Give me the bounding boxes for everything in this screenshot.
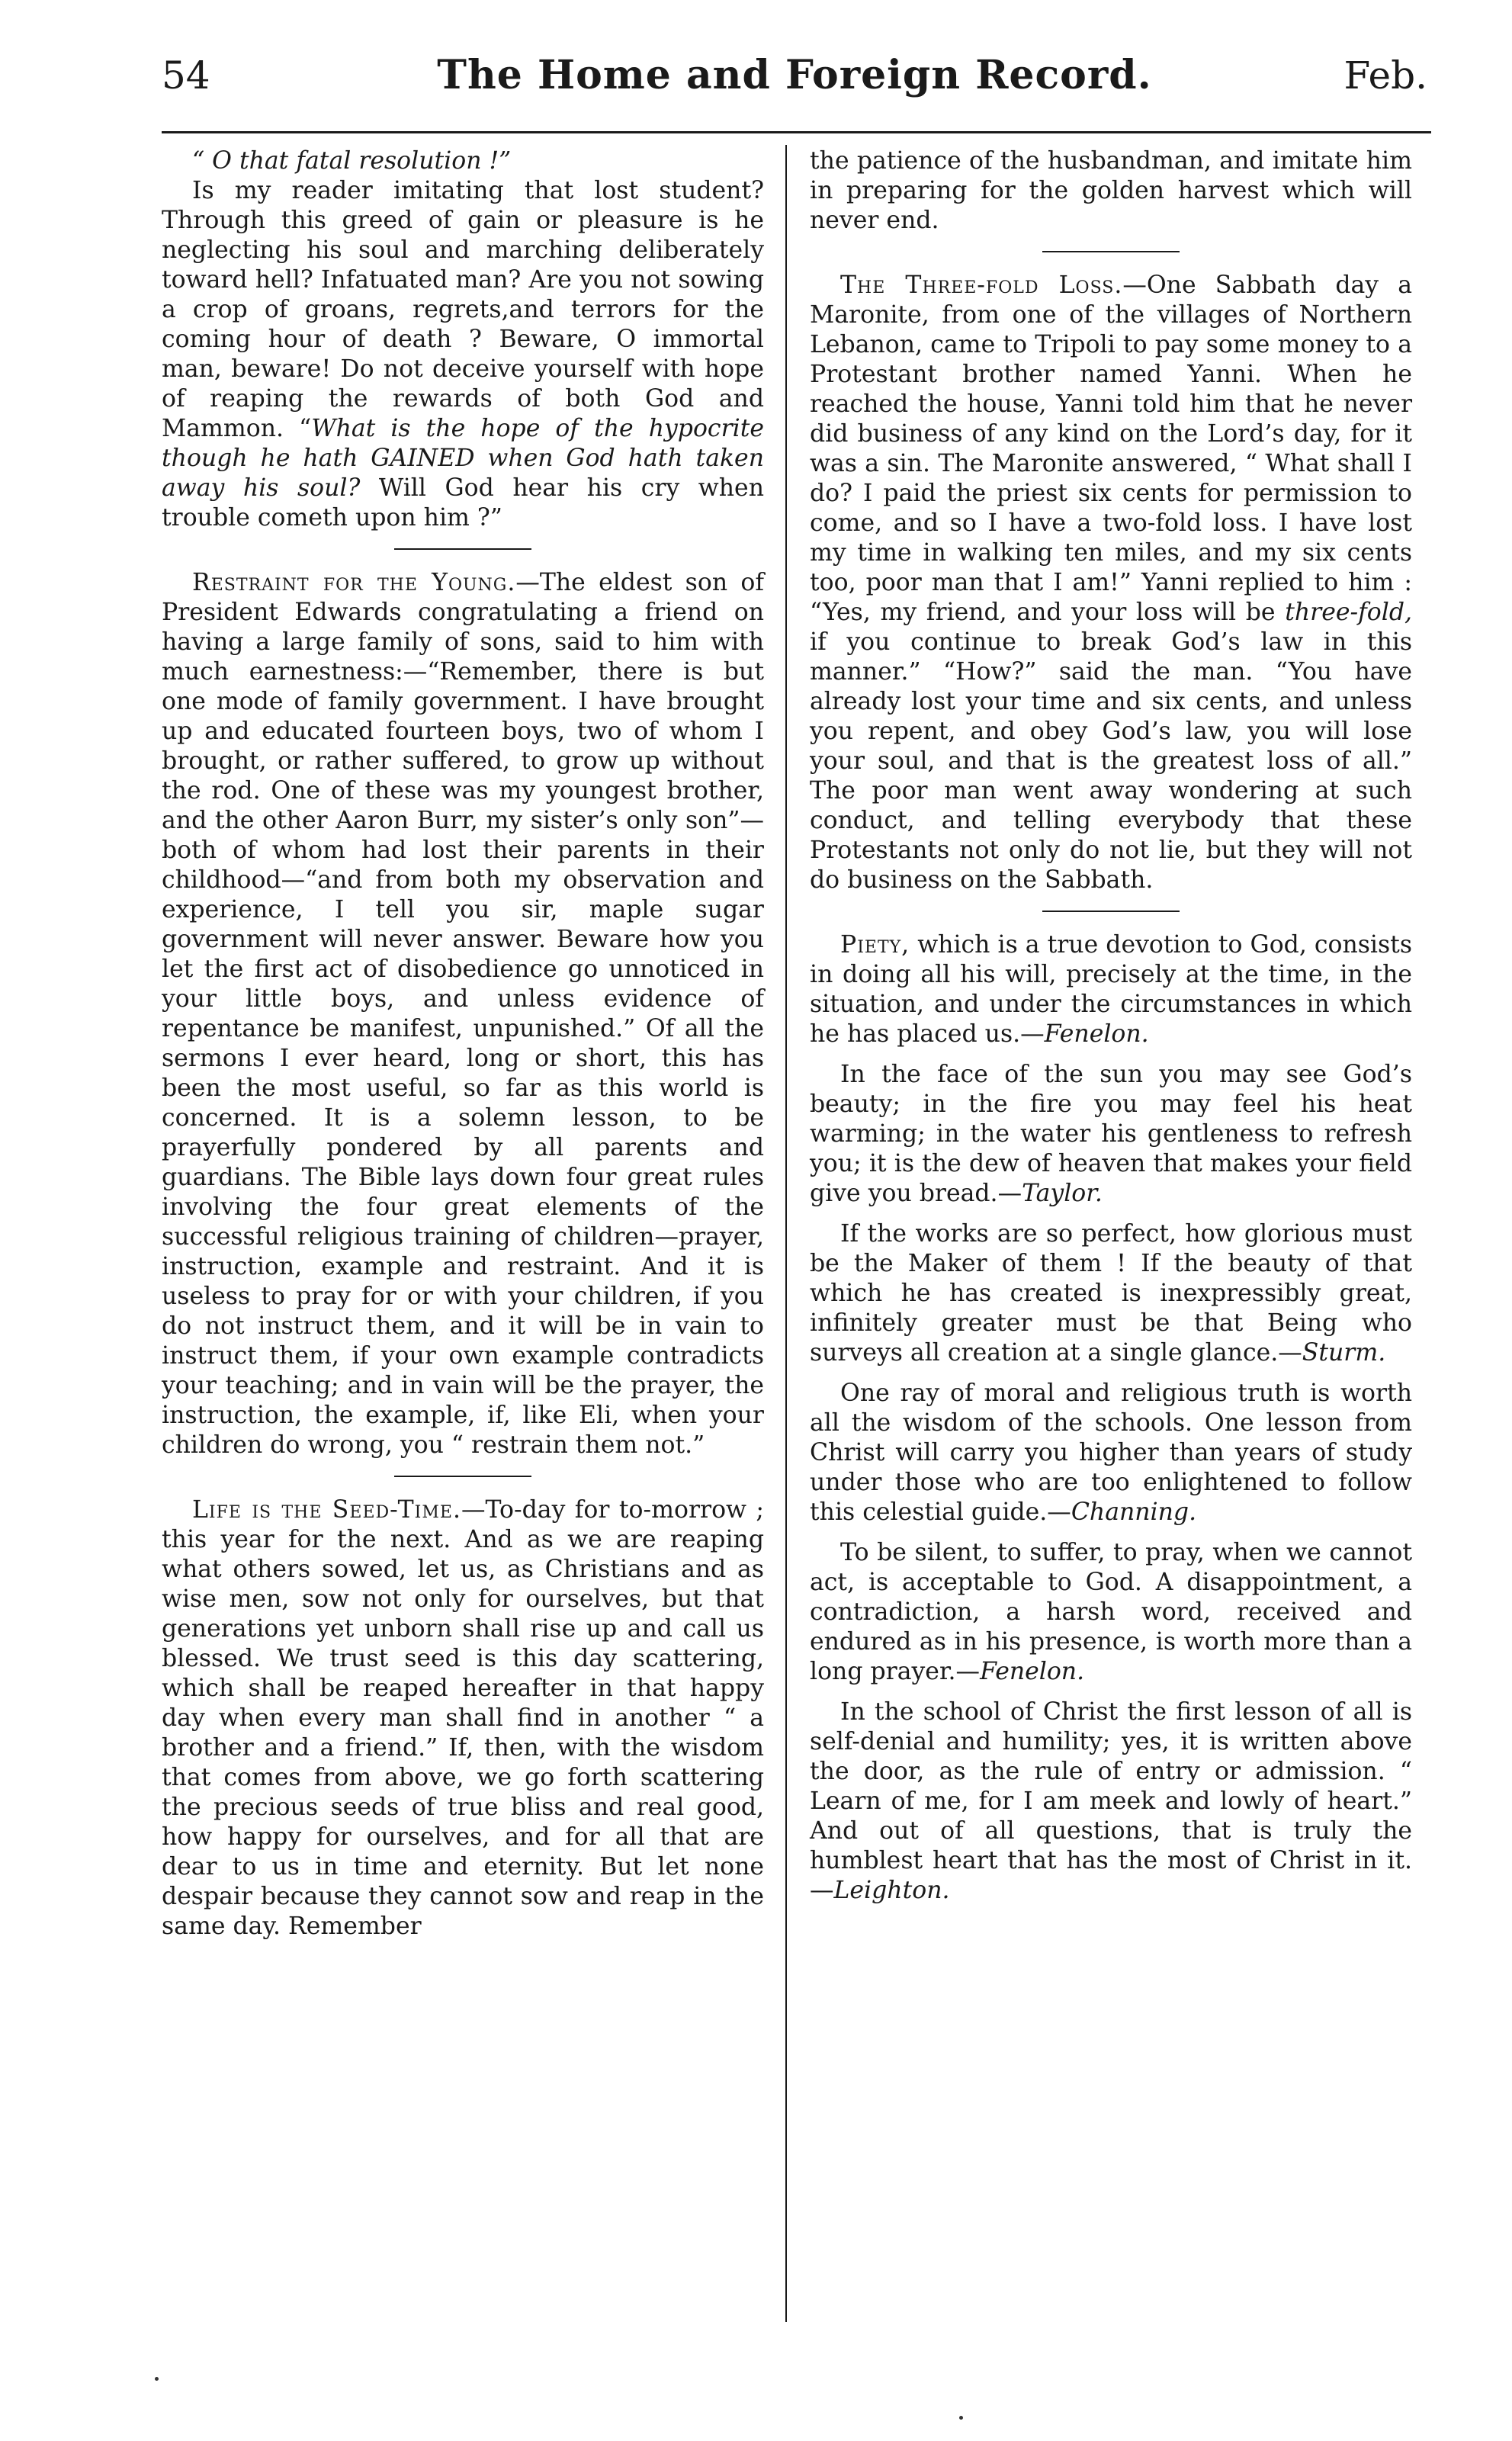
section-separator xyxy=(1042,251,1180,252)
header-rule xyxy=(162,131,1431,133)
article-heading: The Three-fold Loss. xyxy=(840,271,1123,299)
article-heading: Restraint for the Young. xyxy=(192,569,516,596)
quote-sturm: If the works are so perfect, how glorious must be the Maker of them ! If the beauty of that which he has created is inexpressibly great, infinitely greater must be that Being who surveys all creation at a single glance.—Sturm. xyxy=(810,1220,1412,1367)
page-number: 54 xyxy=(162,53,210,98)
article-seed-time: Life is the Seed-Time.—To-day for to-morrow ; this year for the next. And as we are reaping what others sowed, let us, as Christians and as wise men, sow not only for ourselves, but that generations yet unborn shall rise up and call us blessed. We trust seed is this day scattering, which shall be reaped hereafter in that happy day when every man shall find in another “ a brother and a friend.” If, then, with the wisdom that comes from above, we go forth scattering the precious seeds of true bliss and real good, how happy for ourselves, and for all that are dear to us in time and eternity. But let none despair because they cannot sow and reap in the same day. Remember xyxy=(162,1496,765,1940)
quote-line: “ O that fatal resolution !” xyxy=(192,147,512,175)
print-speck xyxy=(959,2416,963,2420)
section-separator xyxy=(394,548,531,550)
issue-month: Feb. xyxy=(1343,53,1427,98)
continued-paragraph: the patience of the husbandman, and imitate him in preparing for the golden harvest which will never end. xyxy=(810,147,1412,234)
quote-author: Sturm. xyxy=(1302,1339,1386,1367)
print-speck xyxy=(155,2377,159,2381)
quote-author: Channing. xyxy=(1071,1498,1197,1526)
quote-fenelon: To be silent, to suffer, to pray, when we cannot act, is acceptable to God. A disappointment, a contradiction, a harsh word, received and endured as in his presence, is worth more than a long prayer.—Fenelon. xyxy=(810,1539,1412,1685)
section-separator xyxy=(394,1476,531,1477)
quote-piety: Piety, which is a true devotion to God, consists in doing all his will, precisely at the time, in the situation, and under the circumstances in which he has placed us.—Fenelon. xyxy=(810,931,1412,1048)
article-three-fold-loss: The Three-fold Loss.—One Sabbath day a Maronite, from one of the villages of Northern Lebanon, came to Tripoli to pay some money to a Protestant brother named Yanni. When he reached the house, Yanni told him that he never did business of any kind on the Lord’s day, for it was a sin. The Maronite answered, “ What shall I do? I paid the priest six cents for permission to come, and so I have a two-fold loss. I have lost my time in walking ten miles, and my six cents too, poor man that I am!” Yanni replied to him : “Yes, my friend, and your loss will be three-fold, if you continue to break God’s law in this manner.” “How?” said the man. “You have already lost your time and six cents, and unless you repent, and obey God’s law, you will lose your soul, and that is the greatest loss of all.” The poor man went away wondering at such conduct, and telling everybody that these Protestants not only do not lie, but they will not do business on the Sabbath. xyxy=(810,271,1412,894)
journal-title: The Home and Foreign Record. xyxy=(437,52,1152,98)
quote-taylor: In the face of the sun you may see God’s beauty; in the fire you may feel his heat warming; in the water his gentleness to refresh you; it is the dew of heaven that makes your field give you bread.—Taylor. xyxy=(810,1061,1412,1207)
quote-author: Fenelon. xyxy=(980,1658,1085,1685)
quote-author: Fenelon. xyxy=(1044,1020,1149,1048)
right-column xyxy=(810,146,1412,1906)
article-restraint: Restraint for the Young.—The eldest son of President Edwards congratulating a friend on having a large family of sons, said to him with much earnestness:—“Remember, there is but one mode of family government. I have brought up and educated fourteen boys, two of whom I brought, or rather suffered, to grow up without the rod. One of these was my youngest brother, and the other Aaron Burr, my sister’s only son”—both of whom had lost their parents in their childhood—“and from both my observation and experience, I tell you sir, maple sugar government will never answer. Beware how you let the first act of disobedience go unnoticed in your little boys, and unless evidence of repentance be manifest, unpunished.” Of all the sermons I ever heard, long or short, this has been the most useful, so far as this world is concerned. It is a solemn lesson, to be prayerfully pondered by all parents and guardians. The Bible lays down four great rules involving the four great elements of the successful religious training of children—prayer, instruction, example and restraint. And it is useless to pray for or with your children, if you do not instruct them, and it will be in vain to instruct them, if your own example contradicts your teaching; and in vain will be the prayer, the instruction, the example, if, like Eli, when your children do wrong, you “ restrain them not.” xyxy=(162,569,764,1459)
column-divider xyxy=(785,145,787,2322)
running-header xyxy=(162,53,1427,122)
quote-author: Leighton. xyxy=(833,1877,950,1904)
quote-leighton: In the school of Christ the first lesson of all is self-denial and humility; yes, it is written above the door, as the rule of entry or admission. “ Learn of me, for I am meek and lowly of heart.” And out of all questions, that is truly the humblest heart that has the most of Christ in it.—Leighton. xyxy=(810,1698,1412,1904)
article-heading: Life is the Seed-Time. xyxy=(192,1496,461,1524)
article-paragraph: Is my reader imitating that lost student? Through this greed of gain or pleasure is he neglecting his soul and marching deliberately toward hell? Infatuated man? Are you not sowing a crop of groans, regrets,and terrors for the coming hour of death ? Beware, O immortal man, beware! Do not deceive yourself with hope of reaping the rewards of both God and Mammon. “What is the hope of the hypocrite though he hath GAINED when God hath taken away his soul? Will God hear his cry when trouble cometh upon him ?” xyxy=(162,177,765,532)
section-separator xyxy=(1042,911,1180,912)
left-column xyxy=(162,146,764,1942)
quote-author: Taylor. xyxy=(1022,1180,1103,1207)
quote-channing: One ray of moral and religious truth is worth all the wisdom of the schools. One lesson from Christ will carry you higher than years of study under those who are too enlightened to follow this celestial guide.—Channing. xyxy=(810,1379,1412,1526)
